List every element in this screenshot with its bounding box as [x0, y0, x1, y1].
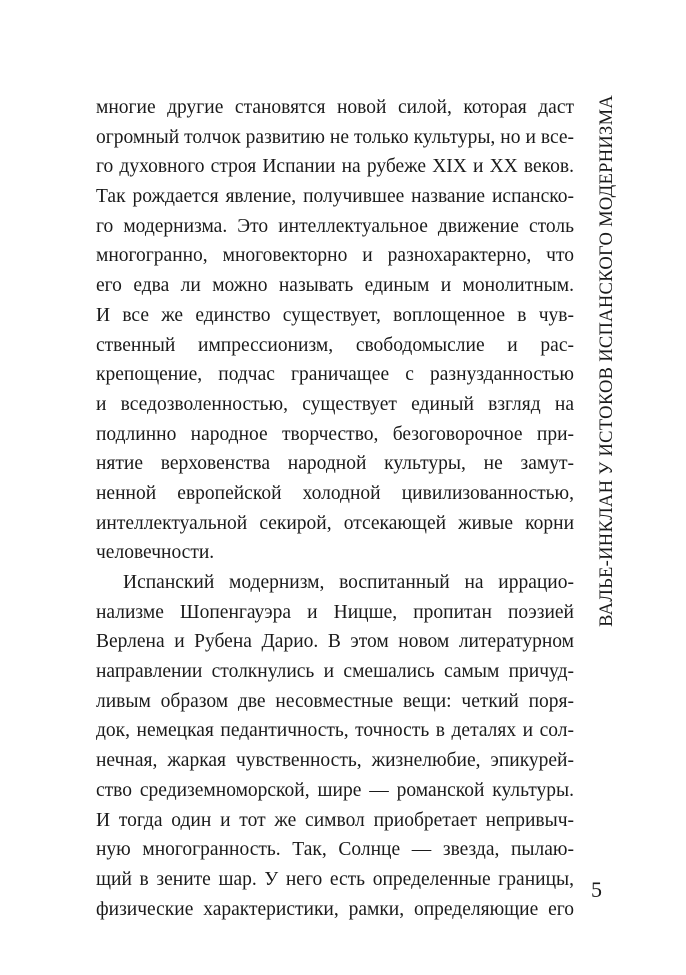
paragraph-last-line: человечности. [96, 542, 215, 564]
text-line: ственный импрессионизм, свободомыслие и рас- [96, 334, 574, 356]
text-line: ную многогранность. Так, Солнце — звезда, пылаю- [96, 839, 574, 861]
text-line: нализме Шопенгауэра и Ницше, пропитан поэзией [96, 601, 574, 623]
text-line: ненной европейской холодной цивилизованностью, [96, 482, 574, 504]
text-line: док, немецкая педантичность, точность в деталях и сол- [96, 720, 574, 742]
text-line: многогранно, многовекторно и разнохарактерно, что [96, 245, 574, 267]
text-line: го модернизма. Это интеллектуальное движение столь [96, 215, 574, 237]
text-line: щий в зените шар. У него есть определенные границы, [96, 868, 574, 890]
text-line: нечная, жаркая чувственность, жизнелюбие, эпикурей- [96, 750, 574, 772]
body-text [96, 93, 574, 924]
text-line: его едва ли можно называть единым и монолитным. [96, 275, 574, 297]
text-line: Верлена и Рубена Дарио. В этом новом литературном [96, 631, 574, 653]
text-line: Так рождается явление, получившее название испанско- [96, 186, 574, 208]
text-line: многие другие становятся новой силой, которая даст [96, 97, 574, 118]
text-line: ство средиземноморской, шире — романской культуры. [96, 779, 574, 801]
running-head [592, 95, 622, 687]
text-line: физические характеристики, рамки, определяющие его [96, 898, 574, 920]
text-line: интеллектуальной секирой, отсекающей живые корни [96, 512, 574, 534]
text-line: направлении столкнулись и смешались самым причуд- [96, 661, 574, 683]
text-line: и вседозволенностью, существует единый взгляд на [96, 393, 574, 415]
text-line: И все же единство существует, воплощенное в чув- [96, 304, 574, 326]
text-line: крепощение, подчас граничащее с разнузданностью [96, 364, 574, 386]
paragraph-first-line: Испанский модернизм, воспитанный на иррацио- [123, 572, 574, 593]
text-line: огромный толчок развитию не только культуры, но и все- [96, 126, 574, 148]
text-line: ливым образом две несовместные вещи: четкий поря- [96, 690, 574, 712]
text-line: го духовного строя Испании на рубеже XIX и XX веков. [96, 156, 574, 178]
page-number: 5 [591, 877, 602, 902]
text-line: нятие верховенства народной культуры, не замут- [96, 453, 574, 475]
text-line: подлинно народное творчество, безоговорочное при- [96, 423, 574, 445]
text-line: И тогда один и тот же символ приобретает непривыч- [96, 809, 574, 831]
running-head-text: ВАЛЬЕ-ИНКЛАН У ИСТОКОВ ИСПАНСКОГО МОДЕРНИЗМА [597, 95, 617, 627]
